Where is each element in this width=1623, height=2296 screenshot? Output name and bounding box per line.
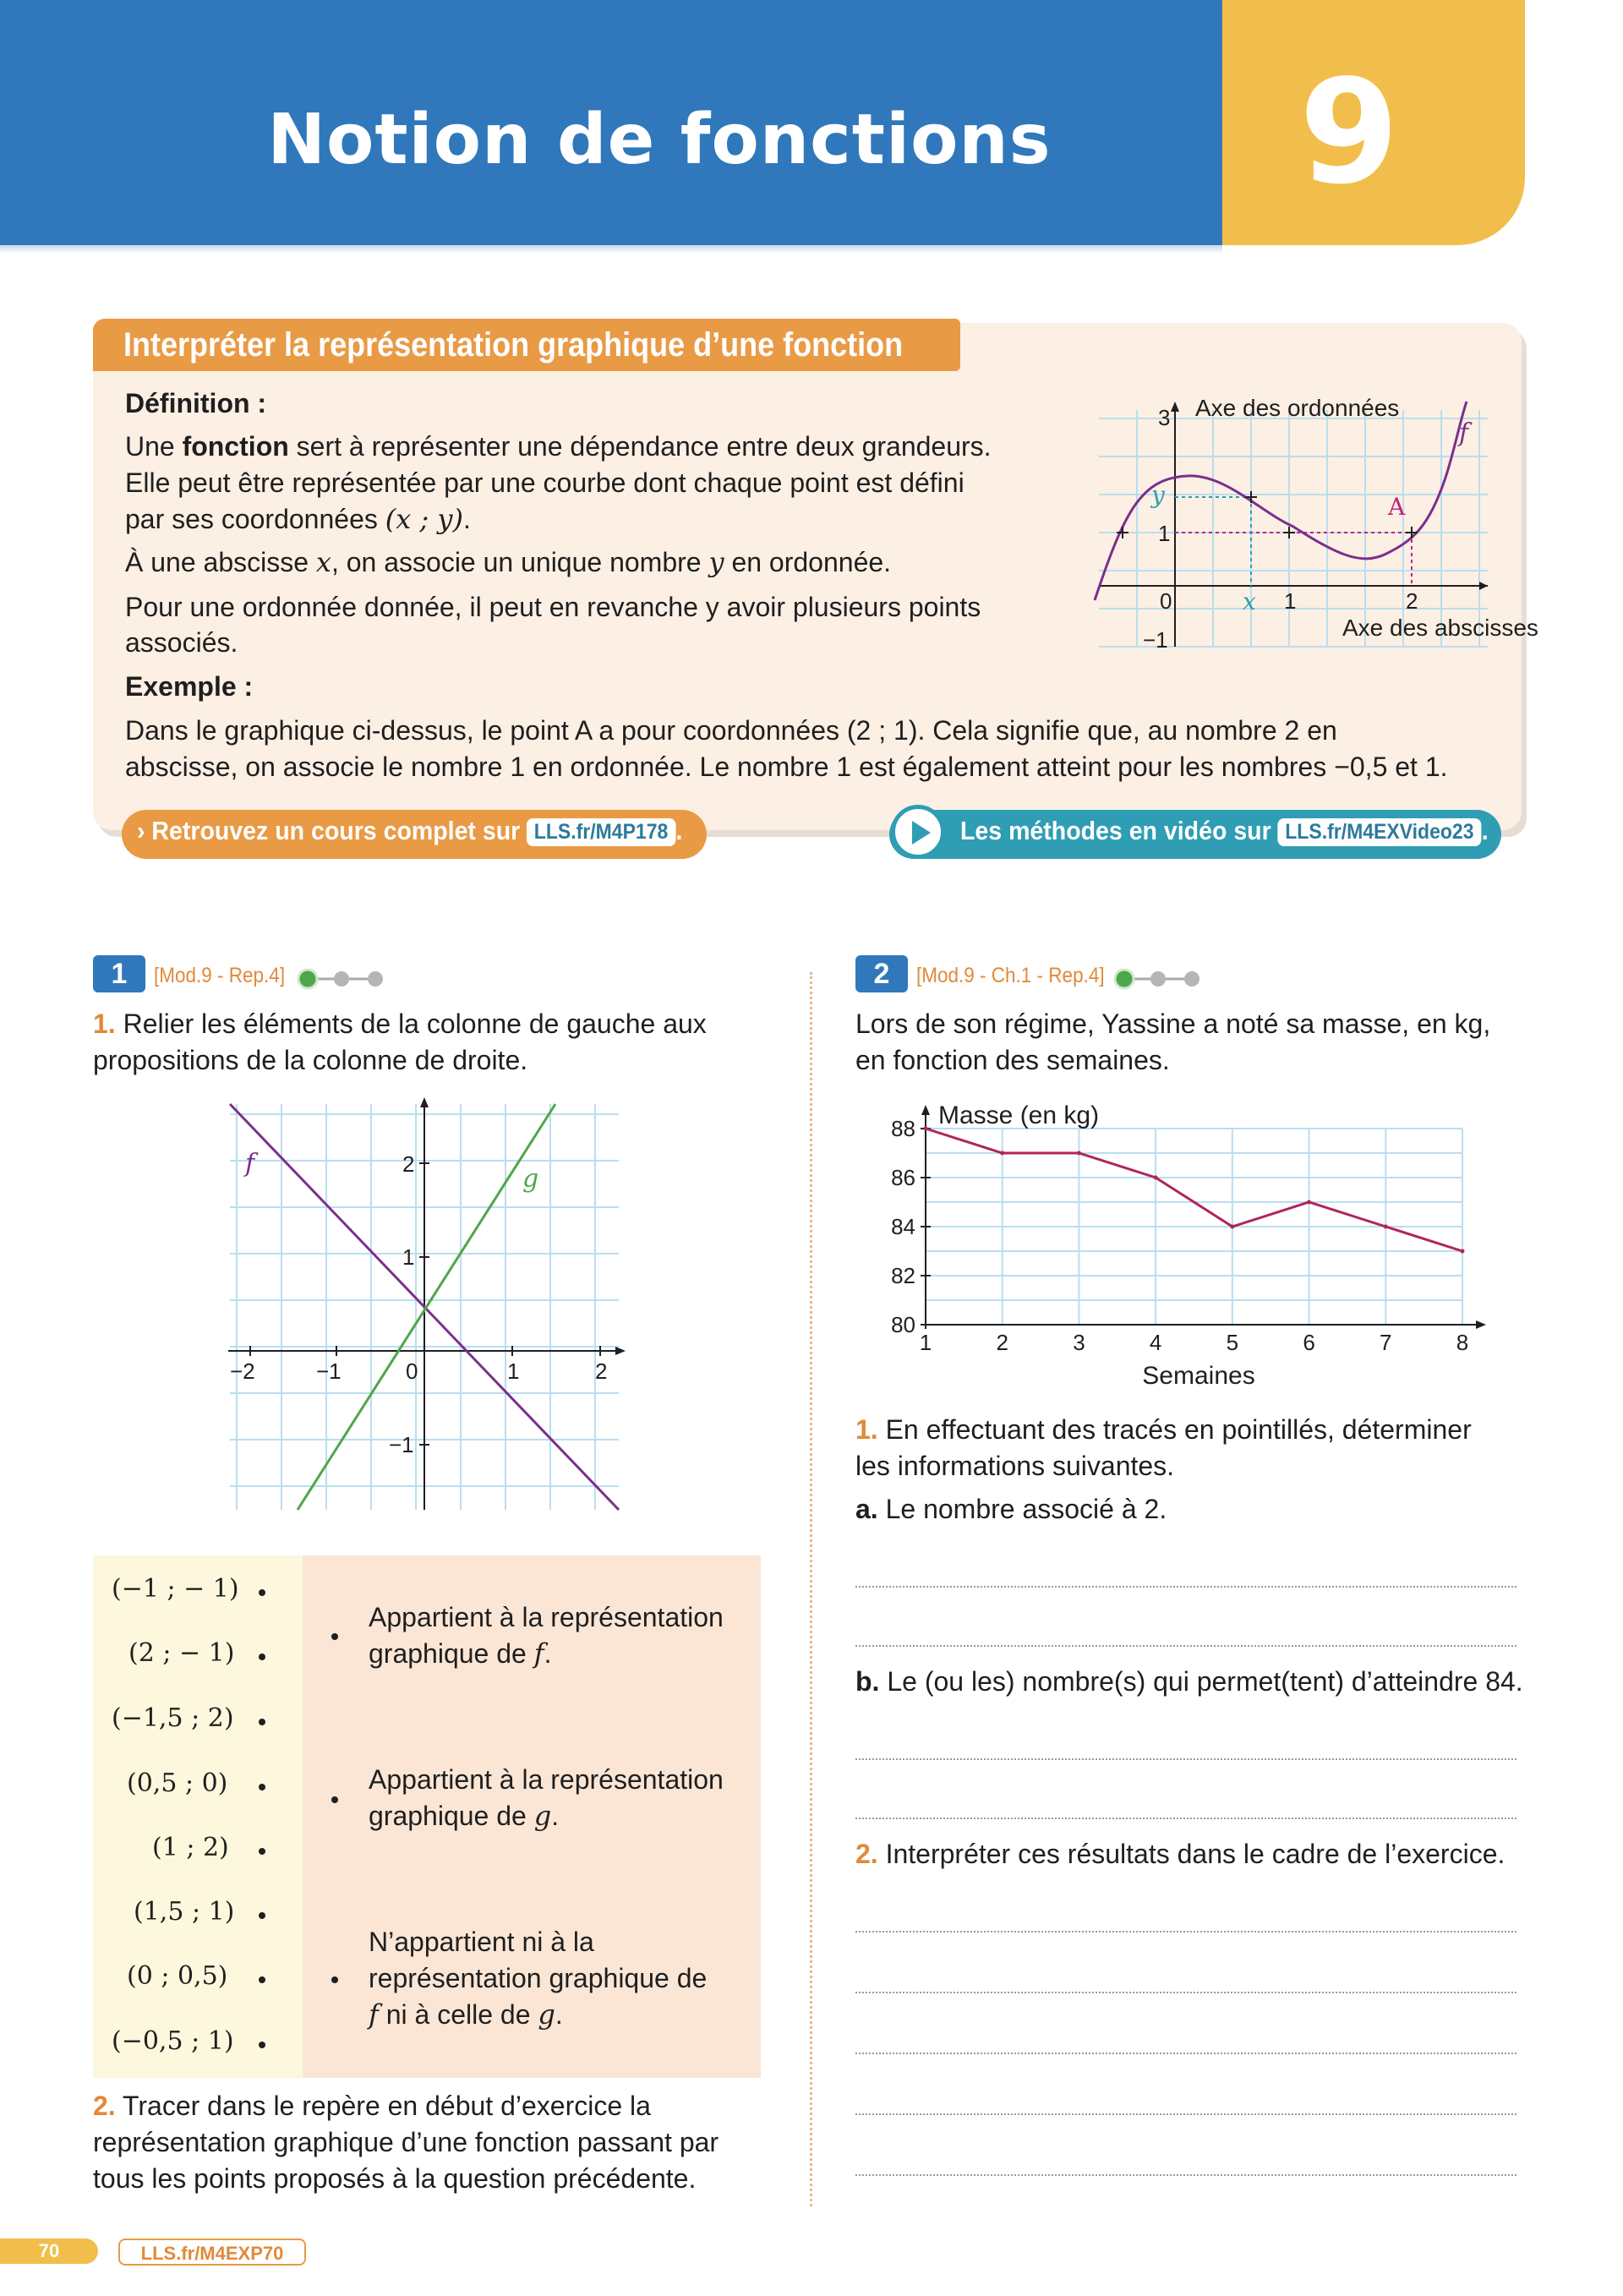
- definition-tick-ym1: −1: [1143, 627, 1168, 653]
- pair-connector-dot[interactable]: [259, 1719, 265, 1725]
- mass-chart-ytick-label: 86: [891, 1165, 915, 1190]
- video-link-code[interactable]: LLS.fr/M4EXVideo23: [1277, 818, 1482, 846]
- mass-chart-xtick-label: 7: [1380, 1330, 1392, 1355]
- definition-y-axis-label: Axe des ordonnées: [1195, 395, 1400, 421]
- exercise-2-intro-line-2: en fonction des semaines.: [855, 1045, 1170, 1075]
- mass-chart-xtick-label: 5: [1226, 1330, 1239, 1355]
- definition-x-axis-label: Axe des abscisses: [1342, 615, 1538, 641]
- footer-link[interactable]: LLS.fr/M4EXP70: [118, 2239, 306, 2266]
- chapter-title: Notion de fonctions: [267, 100, 1052, 180]
- exercise-2-number: 2: [855, 955, 908, 992]
- exercise-2-q2: 2. Interpréter ces résultats dans le cadre de l’exercice.: [855, 1839, 1506, 1869]
- definition-tick-y1: 1: [1158, 521, 1171, 546]
- chevron-right-icon: ›: [137, 816, 152, 845]
- pair-item: (0,5 ; 0): [127, 1768, 228, 1798]
- proposition-2-line-2: graphique de g.: [369, 1800, 560, 1832]
- exercise-1-xtick: 1: [507, 1358, 520, 1384]
- mass-chart-x-arrow: [1476, 1320, 1486, 1329]
- course-link-text[interactable]: › Retrouvez un cours complet sur LLS.fr/M4P178 .: [137, 816, 683, 845]
- definition-y-mark: y: [1151, 481, 1165, 509]
- definition-point-A-label: A: [1388, 493, 1406, 521]
- exercise-1-ref: [Mod.9 - Rep.4]: [154, 964, 286, 987]
- pair-item: (−0,5 ; 1): [112, 2026, 234, 2056]
- exercise-1-graph: [221, 1096, 636, 1518]
- answer-line[interactable]: [855, 1586, 1516, 1588]
- proposition-3-line-2: représentation graphique de: [369, 1963, 708, 1993]
- pair-connector-dot[interactable]: [259, 1654, 265, 1660]
- mass-chart-ytick-label: 84: [891, 1214, 915, 1239]
- mass-chart-data-point: [1077, 1151, 1081, 1156]
- exercise-1-xtick: 2: [595, 1358, 608, 1384]
- mass-chart-ylabel: Masse (en kg): [938, 1102, 1100, 1129]
- proposition-1-line-2: graphique de f.: [369, 1637, 552, 1670]
- page-number: 70: [0, 2239, 98, 2264]
- exercise-2-q1-line-2: les informations suivantes.: [855, 1451, 1175, 1481]
- mass-chart-xtick-label: 4: [1149, 1330, 1162, 1355]
- pair-item: (2 ; − 1): [128, 1638, 235, 1668]
- mass-chart-data-point: [924, 1127, 928, 1131]
- exercise-1-line-g: [298, 1104, 555, 1510]
- exercise-1-x-arrow: [615, 1347, 626, 1355]
- answer-line[interactable]: [855, 2053, 1516, 2054]
- mass-chart-data-point: [1384, 1225, 1388, 1229]
- exercise-1-q2-line-2: représentation graphique d’une fonction passant par: [93, 2127, 719, 2157]
- definition-x-mark: x: [1243, 588, 1256, 615]
- pair-item: (−1,5 ; 2): [112, 1703, 234, 1733]
- mass-chart-xtick-label: 8: [1456, 1330, 1469, 1355]
- exercise-2-intro-line-1: Lors de son régime, Yassine a noté sa masse, en kg,: [855, 1009, 1491, 1039]
- exercise-1-q1-line-2: propositions de la colonne de droite.: [93, 1045, 528, 1075]
- proposition-1-line-1: Appartient à la représentation: [369, 1602, 724, 1632]
- example-label: Exemple :: [125, 671, 254, 702]
- video-link-text[interactable]: Les méthodes en vidéo sur LLS.fr/M4EXVideo23 .: [960, 816, 1489, 845]
- exercise-1-q2-line-3: tous les points proposés à la question précédente.: [93, 2163, 697, 2194]
- exercise-1-q1-line-1: 1. Relier les éléments de la colonne de gauche aux: [93, 1009, 707, 1039]
- mass-chart-ytick-label: 82: [891, 1263, 915, 1288]
- definition-line-1: Une fonction sert à représenter une dépendance entre deux grandeurs.: [125, 431, 992, 462]
- exercise-1-xtick: −1: [316, 1358, 342, 1384]
- definition-tab-title: Interpréter la représentation graphique d’une fonction: [123, 326, 904, 364]
- answer-line[interactable]: [855, 2113, 1516, 2115]
- answer-line[interactable]: [855, 1992, 1516, 1993]
- mass-chart-xtick-label: 2: [996, 1330, 1008, 1355]
- definition-curve-label: f: [1459, 418, 1469, 448]
- definition-line-5: Pour une ordonnée donnée, il peut en revanche y avoir plusieurs points: [125, 592, 981, 622]
- definition-line-2: Elle peut être représentée par une courbe dont chaque point est défini: [125, 467, 965, 498]
- definition-x-arrow: [1479, 582, 1488, 590]
- pair-item: (1,5 ; 1): [134, 1897, 235, 1927]
- definition-tick-x1: 1: [1284, 588, 1297, 614]
- pair-connector-dot[interactable]: [259, 1976, 265, 1983]
- mass-chart-xtick-label: 6: [1303, 1330, 1315, 1355]
- definition-tick-x2: 2: [1406, 588, 1418, 614]
- exercise-2-qb: b. Le (ou les) nombre(s) qui permet(tent) d’atteindre 84.: [855, 1666, 1523, 1697]
- column-divider: [810, 972, 812, 2206]
- proposition-2-line-1: Appartient à la représentation: [369, 1764, 724, 1795]
- mass-chart-xtick-label: 3: [1073, 1330, 1085, 1355]
- exercise-2-ref: [Mod.9 - Ch.1 - Rep.4]: [916, 964, 1105, 987]
- exercise-1-xtick: −2: [230, 1358, 255, 1384]
- proposition-connector-dot[interactable]: [331, 1633, 338, 1640]
- mass-chart-data-point: [1154, 1176, 1158, 1180]
- mass-chart-y-arrow: [921, 1105, 930, 1115]
- definition-label: Définition :: [125, 388, 267, 418]
- exercise-1-number: 1: [93, 955, 145, 992]
- proposition-connector-dot[interactable]: [331, 1796, 338, 1803]
- mass-chart-ytick-label: 80: [891, 1312, 915, 1337]
- matching-left-column: [93, 1555, 303, 2078]
- proposition-connector-dot[interactable]: [331, 1976, 338, 1983]
- example-line-1: Dans le graphique ci-dessus, le point A a pour coordonnées (2 ; 1). Cela signifie que, au nombre 2 en: [125, 715, 1337, 746]
- definition-line-6: associés.: [125, 627, 238, 658]
- answer-line[interactable]: [855, 1931, 1516, 1932]
- exercise-2-qa: a. Le nombre associé à 2.: [855, 1494, 1167, 1524]
- exercise-1-ytick: 1: [402, 1244, 415, 1270]
- pair-connector-dot[interactable]: [259, 1912, 265, 1919]
- proposition-3-line-1: N’appartient ni à la: [369, 1927, 594, 1957]
- definition-line-3: par ses coordonnées (x ; y).: [125, 503, 471, 535]
- definition-graph: [1090, 385, 1538, 655]
- definition-y-arrow: [1171, 402, 1179, 412]
- mass-chart-series-line: [926, 1129, 1462, 1251]
- answer-line[interactable]: [855, 1645, 1516, 1647]
- pair-connector-dot[interactable]: [259, 1848, 265, 1855]
- pair-item: (0 ; 0,5): [127, 1961, 228, 1991]
- pair-item: (−1 ; − 1): [112, 1574, 239, 1604]
- mass-chart-ticks: [891, 1116, 1468, 1355]
- definition-line-4: À une abscisse x, on associe un unique nombre y en ordonnée.: [125, 546, 892, 578]
- exercise-1-y-arrow: [420, 1097, 429, 1107]
- exercise-2-q1-line-1: 1. En effectuant des tracés en pointillés, déterminer: [855, 1414, 1472, 1445]
- exercise-1-label-f: f: [245, 1149, 255, 1178]
- definition-tick-y3: 3: [1158, 405, 1171, 430]
- mass-chart: [871, 1095, 1496, 1399]
- answer-line[interactable]: [855, 1758, 1516, 1760]
- course-link-code[interactable]: LLS.fr/M4P178: [527, 818, 676, 846]
- proposition-3-line-3: f ni à celle de g.: [369, 1998, 563, 2031]
- definition-tick-origin: 0: [1160, 588, 1172, 614]
- mass-chart-data-point: [1307, 1200, 1311, 1205]
- difficulty-indicator-1: [298, 969, 391, 989]
- exercise-1-ytick: 2: [402, 1151, 415, 1177]
- pair-connector-dot[interactable]: [259, 1589, 265, 1596]
- pair-connector-dot[interactable]: [259, 1784, 265, 1790]
- mass-chart-ytick-label: 88: [891, 1116, 915, 1141]
- exercise-1-ytick: −1: [389, 1432, 414, 1457]
- difficulty-indicator-2: [1114, 969, 1207, 989]
- chapter-number: 9: [1298, 49, 1400, 216]
- mass-chart-data-point: [1000, 1151, 1004, 1156]
- exercise-1-xtick: 0: [406, 1358, 418, 1384]
- mass-chart-data-point: [1461, 1249, 1465, 1254]
- mass-chart-data-point: [1230, 1225, 1234, 1229]
- pair-item: (1 ; 2): [152, 1833, 229, 1862]
- pair-connector-dot[interactable]: [259, 2042, 265, 2048]
- mass-chart-xlabel: Semaines: [1142, 1362, 1255, 1390]
- exercise-1-label-g: g: [522, 1164, 539, 1194]
- mass-chart-xtick-label: 1: [919, 1330, 932, 1355]
- play-icon[interactable]: [891, 805, 945, 859]
- answer-line[interactable]: [855, 2174, 1516, 2176]
- exercise-1-q2-line-1: 2. Tracer dans le repère en début d’exercice la: [93, 2091, 651, 2121]
- header-shadow: [0, 245, 1222, 254]
- example-line-2: abscisse, on associe le nombre 1 en ordonnée. Le nombre 1 est également atteint pour les nombres −0,5 et 1.: [125, 752, 1448, 782]
- answer-line[interactable]: [855, 1818, 1516, 1819]
